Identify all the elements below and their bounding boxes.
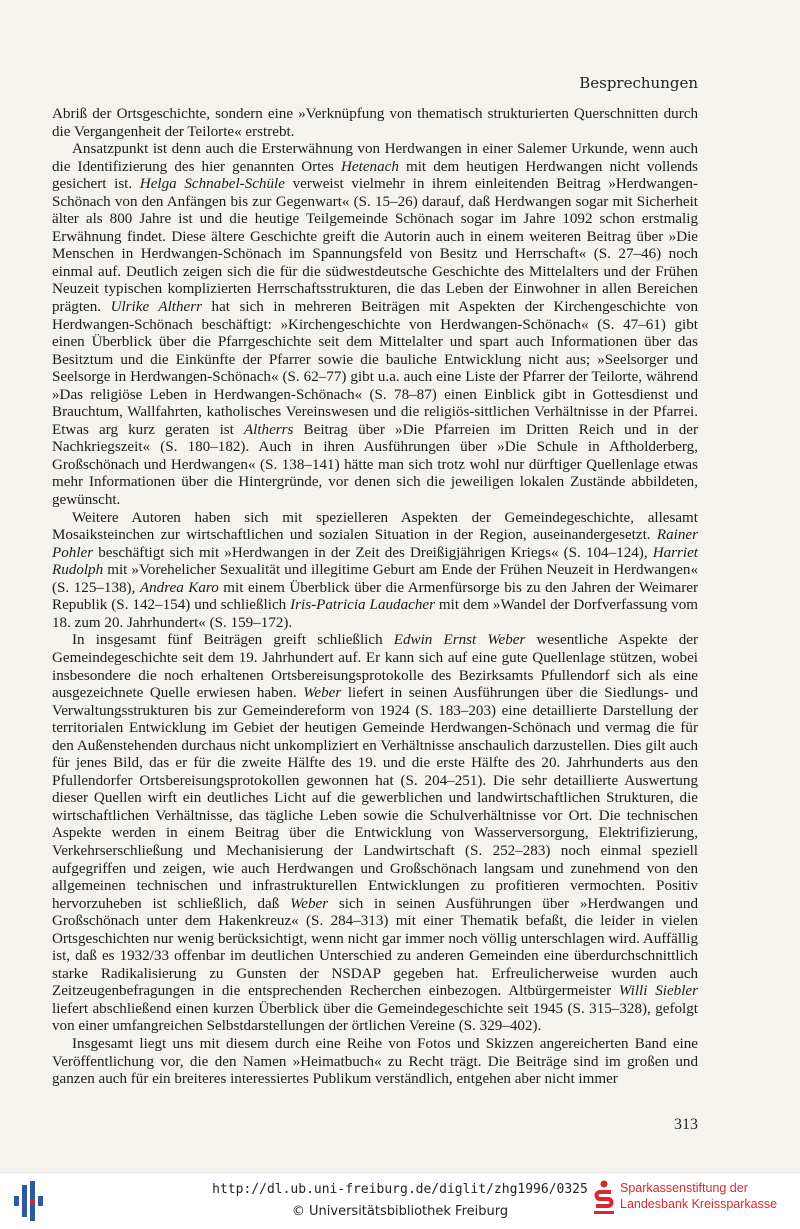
author-name: Ulrike Altherr [110,299,202,316]
author-name: Weber [290,895,329,912]
source-url-link[interactable]: http://dl.ub.uni-freiburg.de/diglit/zhg1996/0325 [212,1182,588,1197]
author-name: Willi Siebler [618,983,698,1000]
text-run: beschäftigt sich mit »Herdwangen in der Zeit des Dreißigjährigen Kriegs« (S. 104–124), [93,544,653,561]
author-name: Weber [303,685,342,702]
author-name: Helga Schnabel-Schüle [139,176,285,193]
text-run: wesentliche Aspekte der Gemeindegeschichte seit dem 19. Jahrhundert auf. Er kann sich auf eine gute Quellenlage stützen, wobei insbesondere die noch erhaltenen Ortsbereisungsprotokolle des Bezirksamts Pfullendorf sich als eine ausgezeichnete Quelle erwiesen haben. [52,632,698,702]
text-run: hat sich in mehreren Beiträgen mit Aspekten der Kirchengeschichte von Herdwangen-Schönach beschäftigt: »Kirchengeschichte von Herdwangen-Schönach« (S. 47–61) gibt einen Überblick über die Pfarrgeschichte seit dem Mittelalter und spart auch Informationen über das Besitztum und die Einkünfte der Pfarrer sowie die bauliche Entwicklung nicht aus; »Seelsorger und Seelsorge in Herdwangen-Schönach« (S. 62–77) gibt u.a. auch eine Liste der Pfarrer der Teilorte, während »Das religiöse Leben in Herdwangen-Schönach« (S. 78–87) einen Einblick gibt in Gottesdienst und Brauchtum, Wallfahrten, katholisches Vereinswesen und die religiös-sittlichen Verhältnisse in der Pfarrei. Etwas arg kurz geraten ist [52,299,698,438]
running-header: Besprechungen [579,74,698,92]
copyright-text: © Universitätsbibliothek Freiburg [291,1204,509,1219]
footer-bar [0,1172,800,1229]
text-run: verweist vielmehr in ihrem einleitenden Beitrag »Herdwangen-Schönach von den Anfängen bis zur Gegenwart« (S. 15–26) darauf, daß Herdwangen sogar mit Sicherheit älter als 800 Jahre ist und die heutige Teilgemeinde Schönach sogar im Jahre 1092 schon erstmalig Erwähnung findet. Diese ältere Geschichte greift die Autorin auch in einem weiteren Beitrag über »Die Menschen in Herdwangen-Schönach im Spannungsfeld von Besitz und Herrschaft« (S. 27–46) noch einmal auf. Deutlich zeigen sich die für die südwestdeutsche Geschichte des Mittelalters und der Frühen Neuzeit typischen komplizierten Herrschaftsstrukturen, die das Leben der Einwohner in allen Bereichen prägten. [52,176,699,316]
text-run: Weitere Autoren haben sich mit spezielleren Aspekten der Gemeindegeschichte, allesamt Mosaiksteinchen zur wirtschaftlichen und sozialen Situation in der Region, auseinandergesetzt. [52,509,698,544]
author-name: Harriet Rudolph [52,544,698,579]
body-text [52,106,698,1089]
sparkasse-logo-icon [592,1179,616,1219]
text-run: liefert in seinen Ausführungen über die Siedlungs- und Verwaltungsstrukturen bis zur Gemeindereform von 1924 (S. 183–203) eine detaillierte Darstellung der territorialen Entwicklung im Gebiet der heutigen Gemeinde Herdwangen-Schönach und vermag die für den Außenstehenden durchaus nicht unkompliziert en Verhältnisse anschaulich darzustellen. Dies gilt auch für jenes Bild, das er für die zweite Hälfte des 19. und die erste Hälfte des 20. Jahrhunderts aus den Pfullendorfer Ortsbereisungsprotokollen gewonnen hat (S. 204–251). Die sehr detaillierte Auswertung dieser Quellen wirft ein deutliches Licht auf die gewerblichen und landwirtschaftlichen Strukturen, die wirtschaftlichen Verhältnisse, das tägliche Leben sowie die Schulverhältnisse vor Ort. Die technischen Aspekte werden in einem Beitrag über die Entwicklung von Wasserversorgung, Elektrifizierung, Verkehrserschließung und Mechanisierung der Landwirtschaft (S. 252–283) noch einmal speziell aufgegriffen und zeigen, wie auch Herdwangen und Großschönach langsam und zunehmend von den allgemeinen technischen und infrastrukturellen Entwicklungen zu profitieren vermochten. Positiv hervorzuheben ist schließlich, daß [52,685,699,912]
text-run: mit einem Überblick über die Armenfürsorge bis zu den Jahren der Weimarer Republik (S. 142–154) und schließlich [52,579,699,614]
paragraph-1: Abriß der Ortsgeschichte, sondern eine »Verknüpfung von thematisch strukturierten Querschnitten durch die Vergangenheit der Teilorte« erstrebt. [52,106,698,140]
text-run: mit »Vorehelicher Sexualität und illegitime Geburt am Ende der Frühen Neuzeit in Herdwangen« (S. 125–138), [52,562,698,596]
text-run: Beitrag über »Die Pfarreien im Dritten Reich und in der Nachkriegszeit« (S. 180–182). Auch in ihren Ausführungen über »Die Schule in Aftholderberg, Großschönach und Herdwangen« (S. 138–141) hätte man sich trotz wohl nur dürftiger Quellenlage etwas mehr Informationen über die Hintergründe, vor denen sich die jeweiligen lokalen Zustände abbildeten, gewünscht. [52,421,699,509]
paragraph-2 [52,141,698,509]
text-run: mit dem »Wandel der Dorfverfassung vom 18. zum 20. Jahrhundert« (S. 159–172). [52,597,698,631]
text-run: liefert abschließend einen kurzen Überblick über die Gemeindegeschichte seit 1945 (S. 315–328), gefolgt von einer umfangreichen Selbstdarstellungen der örtlichen Vereine (S. 329–402). [52,1000,698,1035]
author-name: Rainer Pohler [52,527,698,561]
author-name: Altherrs [243,421,294,438]
text-run: Ansatzpunkt ist denn auch die Ersterwähnung von Herdwangen in einer Salemer Urkunde, wenn auch die Identifizierung des hier genannten Ortes [52,141,698,175]
text-run: mit dem heutigen Herdwangen nicht vollends gesichert ist. [52,158,698,193]
page-number: 313 [674,1116,698,1133]
paragraph-5: Insgesamt liegt uns mit diesem durch eine Reihe von Fotos und Skizzen angereicherten Band eine Veröffentlichung vor, die den Namen »Heimatbuch« zu Recht trägt. Die Beiträge sind im großen und ganzen auch für ein breiteres interessiertes Publikum verständlich, entgehen aber nicht immer [52,1035,698,1088]
sponsor-line-2: Landesbank Kreissparkasse [620,1197,778,1211]
text-run: In insgesamt fünf Beiträgen greift schließlich [72,632,394,649]
author-name: Edwin Ernst Weber [393,632,526,649]
text-run: sich in seinen Ausführungen über »Herdwangen und Großschönach unter dem Hakenkreuz« (S. 284–313) mit einer Thematik befaßt, die leider in vielen Ortsgeschichten nur wenig berücksichtigt, wenn nicht gar immer noch völlig unterschlagen wird. Auffällig ist, daß es 1932/33 offenbar im deutlichen Unterschied zu anderen Gemeinden eine überdurchschnittlich starke Radikalisierung zu Gunsten der NSDAP gegeben hat. Erfreulicherweise wurden auch Zeitzeugenbefragungen in die entsprechenden Recherchen einbezogen. Altbürgermeister [52,895,698,1000]
paragraph-3 [52,510,698,633]
author-name: Iris-Patricia Laudacher [290,597,435,614]
sponsor-line-1: Sparkassenstiftung der [620,1181,748,1195]
paragraph-4 [52,632,698,1036]
place-name: Hetenach [341,158,399,175]
author-name: Andrea Karo [139,579,219,596]
sponsor-text [620,1180,777,1212]
